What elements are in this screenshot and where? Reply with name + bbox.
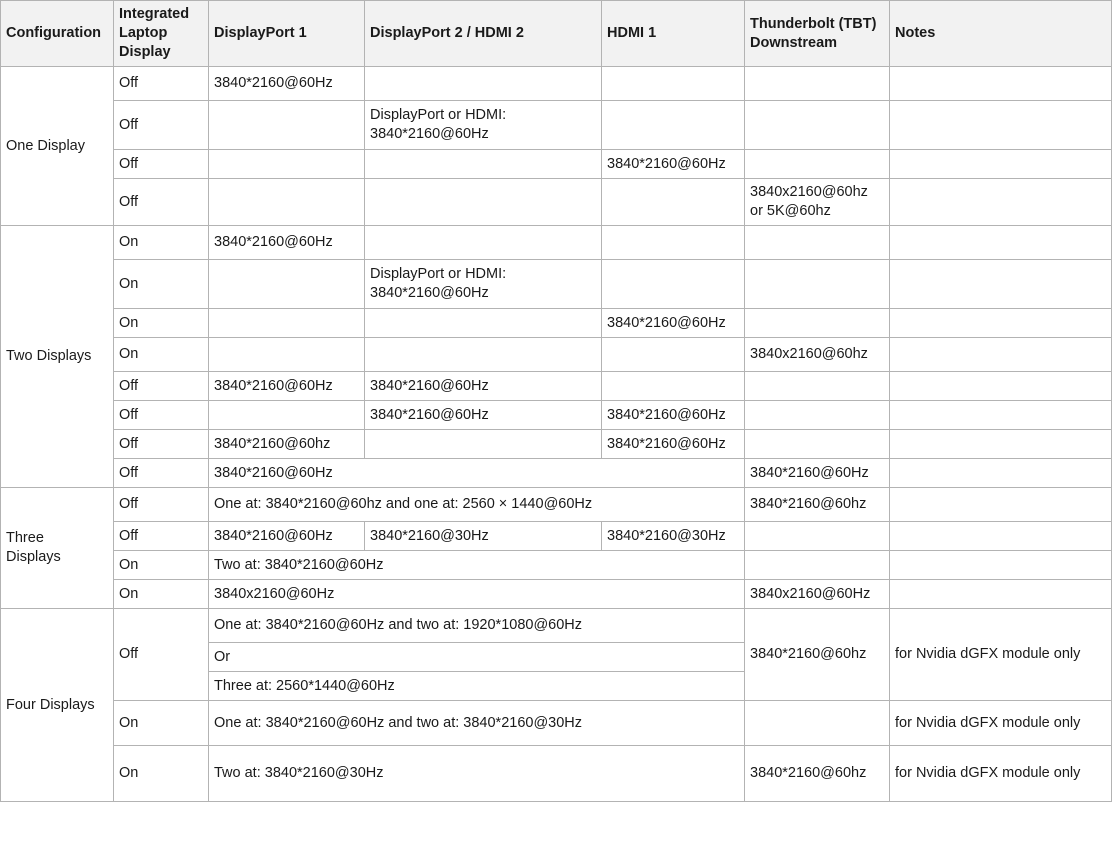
table-row xyxy=(1,459,1112,488)
table-row xyxy=(1,401,1112,430)
cell-hdmi1 xyxy=(602,260,745,309)
cell-hdmi1 xyxy=(602,101,745,150)
cell-tbt xyxy=(745,522,890,551)
cell-laptop: On xyxy=(114,226,209,260)
table-row xyxy=(1,67,1112,101)
cell-tbt: 3840*2160@60hz xyxy=(745,746,890,802)
cell-span: Two at: 3840*2160@30Hz xyxy=(209,746,745,802)
cell-laptop: On xyxy=(114,551,209,580)
cell-dp1: 3840*2160@60Hz xyxy=(209,522,365,551)
cell-tbt xyxy=(745,101,890,150)
cell-dp2: 3840*2160@30Hz xyxy=(365,522,602,551)
cell-span: One at: 3840*2160@60Hz and two at: 1920*1080@60Hz xyxy=(209,609,745,643)
header-notes: Notes xyxy=(890,1,1112,67)
cell-dp2-line2: 3840*2160@60Hz xyxy=(370,285,489,301)
cell-dp2 xyxy=(365,260,602,309)
cell-laptop: On xyxy=(114,260,209,309)
cell-dp1 xyxy=(209,101,365,150)
cell-tbt xyxy=(745,226,890,260)
table-row xyxy=(1,488,1112,522)
cell-notes xyxy=(890,372,1112,401)
cell-dp2 xyxy=(365,309,602,338)
cell-dp2 xyxy=(365,67,602,101)
cell-tbt xyxy=(745,372,890,401)
cell-span: Three at: 2560*1440@60Hz xyxy=(209,672,745,701)
cell-dp1 xyxy=(209,260,365,309)
group-one-display: One Display xyxy=(1,67,114,226)
cell-span: One at: 3840*2160@60hz and one at: 2560 × 1440@60Hz xyxy=(209,488,745,522)
cell-span: One at: 3840*2160@60Hz and two at: 3840*2160@30Hz xyxy=(209,701,745,746)
table-row xyxy=(1,260,1112,309)
cell-tbt: 3840*2160@60hz xyxy=(745,488,890,522)
cell-laptop: Off xyxy=(114,401,209,430)
table-row xyxy=(1,309,1112,338)
cell-dp2-line2: 3840*2160@60Hz xyxy=(370,126,489,142)
cell-tbt xyxy=(745,150,890,179)
cell-dp1 xyxy=(209,150,365,179)
cell-notes xyxy=(890,226,1112,260)
cell-hdmi1: 3840*2160@60Hz xyxy=(602,150,745,179)
group-four-displays: Four Displays xyxy=(1,609,114,802)
cell-tbt-line1: 3840x2160@60hz xyxy=(750,184,868,200)
table-row xyxy=(1,338,1112,372)
header-tbt-line1: Thunderbolt (TBT) xyxy=(750,15,877,32)
cell-notes xyxy=(890,488,1112,522)
cell-dp1: 3840*2160@60Hz xyxy=(209,226,365,260)
cell-notes xyxy=(890,150,1112,179)
cell-laptop: Off xyxy=(114,609,209,701)
header-displayport-2-hdmi-2: DisplayPort 2 / HDMI 2 xyxy=(365,1,602,67)
cell-laptop: On xyxy=(114,309,209,338)
cell-hdmi1 xyxy=(602,372,745,401)
cell-notes xyxy=(890,551,1112,580)
cell-dp1 xyxy=(209,401,365,430)
header-tbt-line2: Downstream xyxy=(750,34,838,51)
cell-dp2-line1: DisplayPort or HDMI: xyxy=(370,107,507,123)
cell-hdmi1: 3840*2160@60Hz xyxy=(602,401,745,430)
cell-dp2: 3840*2160@60Hz xyxy=(365,401,602,430)
cell-tbt xyxy=(745,551,890,580)
cell-notes xyxy=(890,430,1112,459)
table-row xyxy=(1,101,1112,150)
cell-laptop: Off xyxy=(114,101,209,150)
cell-tbt: 3840*2160@60Hz xyxy=(745,459,890,488)
header-integrated-laptop-display xyxy=(114,1,209,67)
header-displayport-1: DisplayPort 1 xyxy=(209,1,365,67)
cell-dp1 xyxy=(209,309,365,338)
cell-dp2 xyxy=(365,430,602,459)
cell-span: 3840*2160@60Hz xyxy=(209,459,745,488)
table-row xyxy=(1,179,1112,226)
cell-dp2 xyxy=(365,179,602,226)
header-configuration: Configuration xyxy=(1,1,114,67)
table-row xyxy=(1,226,1112,260)
cell-tbt xyxy=(745,309,890,338)
header-laptop-line3: Display xyxy=(119,44,171,60)
header-row xyxy=(1,1,1112,67)
cell-span-or: Or xyxy=(209,643,745,672)
cell-dp2 xyxy=(365,338,602,372)
cell-hdmi1 xyxy=(602,179,745,226)
cell-notes xyxy=(890,522,1112,551)
cell-hdmi1: 3840*2160@60Hz xyxy=(602,309,745,338)
group-three-line2: Displays xyxy=(6,549,61,565)
group-three-line1: Three xyxy=(6,530,44,546)
cell-dp2 xyxy=(365,150,602,179)
cell-tbt-line2: or 5K@60hz xyxy=(750,203,831,219)
cell-hdmi1 xyxy=(602,67,745,101)
cell-dp1: 3840*2160@60Hz xyxy=(209,67,365,101)
cell-laptop: Off xyxy=(114,67,209,101)
cell-notes xyxy=(890,101,1112,150)
cell-tbt xyxy=(745,701,890,746)
header-laptop-line1: Integrated xyxy=(119,6,190,22)
cell-hdmi1 xyxy=(602,226,745,260)
cell-laptop: On xyxy=(114,338,209,372)
cell-notes xyxy=(890,338,1112,372)
cell-span: 3840x2160@60Hz xyxy=(209,580,745,609)
cell-notes xyxy=(890,580,1112,609)
table-row xyxy=(1,430,1112,459)
cell-dp2 xyxy=(365,101,602,150)
cell-notes xyxy=(890,401,1112,430)
cell-laptop: Off xyxy=(114,179,209,226)
cell-laptop: Off xyxy=(114,150,209,179)
cell-notes: for Nvidia dGFX module only xyxy=(890,609,1112,701)
table-row xyxy=(1,580,1112,609)
cell-laptop: Off xyxy=(114,522,209,551)
cell-laptop: On xyxy=(114,746,209,802)
cell-notes xyxy=(890,260,1112,309)
cell-notes xyxy=(890,459,1112,488)
cell-span: Two at: 3840*2160@60Hz xyxy=(209,551,745,580)
cell-hdmi1 xyxy=(602,338,745,372)
cell-laptop: Off xyxy=(114,488,209,522)
group-two-displays: Two Displays xyxy=(1,226,114,488)
table-row xyxy=(1,522,1112,551)
cell-tbt xyxy=(745,260,890,309)
cell-tbt: 3840x2160@60hz xyxy=(745,338,890,372)
cell-hdmi1: 3840*2160@60Hz xyxy=(602,430,745,459)
cell-notes xyxy=(890,309,1112,338)
cell-notes: for Nvidia dGFX module only xyxy=(890,746,1112,802)
cell-laptop: Off xyxy=(114,430,209,459)
table-row xyxy=(1,551,1112,580)
cell-tbt: 3840*2160@60hz xyxy=(745,609,890,701)
group-three-displays xyxy=(1,488,114,609)
header-hdmi-1: HDMI 1 xyxy=(602,1,745,67)
cell-laptop: Off xyxy=(114,372,209,401)
cell-tbt xyxy=(745,179,890,226)
cell-dp1: 3840*2160@60Hz xyxy=(209,372,365,401)
cell-tbt xyxy=(745,67,890,101)
cell-dp2-line1: DisplayPort or HDMI: xyxy=(370,266,507,282)
table-row xyxy=(1,746,1112,802)
cell-laptop: On xyxy=(114,580,209,609)
cell-dp2 xyxy=(365,226,602,260)
cell-dp2: 3840*2160@60Hz xyxy=(365,372,602,401)
table-row xyxy=(1,701,1112,746)
cell-dp1: 3840*2160@60hz xyxy=(209,430,365,459)
table-row xyxy=(1,150,1112,179)
table-row xyxy=(1,372,1112,401)
cell-tbt: 3840x2160@60Hz xyxy=(745,580,890,609)
cell-dp1 xyxy=(209,338,365,372)
cell-notes xyxy=(890,67,1112,101)
cell-dp1 xyxy=(209,179,365,226)
cell-notes xyxy=(890,179,1112,226)
cell-tbt xyxy=(745,401,890,430)
table-row xyxy=(1,609,1112,643)
cell-notes: for Nvidia dGFX module only xyxy=(890,701,1112,746)
header-laptop-line2: Laptop xyxy=(119,25,168,41)
cell-tbt xyxy=(745,430,890,459)
header-thunderbolt-downstream xyxy=(745,1,890,67)
cell-hdmi1: 3840*2160@30Hz xyxy=(602,522,745,551)
cell-laptop: Off xyxy=(114,459,209,488)
cell-laptop: On xyxy=(114,701,209,746)
